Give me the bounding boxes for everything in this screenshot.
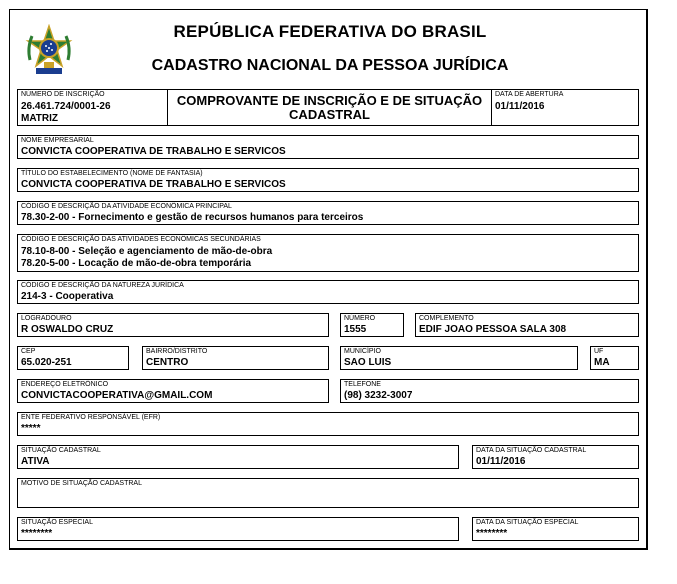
situacao-especial-label: SITUAÇÃO ESPECIAL (21, 519, 93, 526)
fantasia-box (17, 168, 639, 192)
telefone-value: (98) 3232-3007 (344, 390, 413, 401)
data-situacao-especial-value: ******** (476, 528, 508, 539)
natureza-juridica-value: 214-3 - Cooperativa (21, 291, 114, 302)
header-subtitle: CADASTRO NACIONAL DA PESSOA JURÍDICA (151, 57, 509, 74)
bairro-label: BAIRRO/DISTRITO (146, 348, 208, 355)
natureza-juridica-label: CÓDIGO E DESCRIÇÃO DA NATUREZA JURÍDICA (21, 282, 184, 289)
efr-label: ENTE FEDERATIVO RESPONSÁVEL (EFR) (21, 414, 161, 421)
numero-label: NÚMERO (344, 315, 376, 322)
uf-box (590, 346, 639, 370)
data-situacao-especial-box (472, 517, 639, 541)
nome-empresarial-label: NOME EMPRESARIAL (21, 137, 94, 144)
complemento-label: COMPLEMENTO (419, 315, 474, 322)
inscricao-type: MATRIZ (21, 113, 59, 124)
atividade-principal-box (17, 201, 639, 225)
data-situacao-label: DATA DA SITUAÇÃO CADASTRAL (476, 447, 587, 454)
logradouro-box (17, 313, 329, 337)
complemento-value: EDIF JOAO PESSOA SALA 308 (419, 324, 567, 335)
efr-box (17, 412, 639, 436)
municipio-value: SAO LUIS (344, 357, 392, 368)
motivo-box (17, 478, 639, 508)
data-situacao-especial-label: DATA DA SITUAÇÃO ESPECIAL (476, 519, 579, 526)
fantasia-value: CONVICTA COOPERATIVA DE TRABALHO E SERVICOS (21, 179, 286, 190)
inscricao-label: NÚMERO DE INSCRIÇÃO (21, 91, 105, 98)
bairro-value: CENTRO (146, 357, 189, 368)
cep-label: CEP (21, 348, 36, 355)
atividade-secundaria-item: 78.10-8-00 - Seleção e agenciamento de mão-de-obra (21, 246, 273, 257)
atividades-secundarias-label: CÓDIGO E DESCRIÇÃO DAS ATIVIDADES ECONÔMICAS SECUNDÁRIAS (21, 236, 261, 243)
inscricao-number: 26.461.724/0001-26 (21, 101, 111, 112)
situacao-especial-box (17, 517, 459, 541)
nome-empresarial-box (17, 135, 639, 159)
abertura-value: 01/11/2016 (495, 101, 545, 112)
uf-label: UF (594, 348, 604, 355)
telefone-label: TELEFONE (344, 381, 381, 388)
abertura-box (491, 89, 639, 126)
numero-box (340, 313, 404, 337)
comprovante-line1: COMPROVANTE DE INSCRIÇÃO E DE SITUAÇÃO (176, 93, 483, 108)
comprovante-title (168, 94, 491, 122)
motivo-label: MOTIVO DE SITUAÇÃO CADASTRAL (21, 480, 142, 487)
fantasia-label: TÍTULO DO ESTABELECIMENTO (NOME DE FANTASIA) (21, 170, 203, 177)
logradouro-label: LOGRADOURO (21, 315, 72, 322)
bairro-box (142, 346, 329, 370)
uf-value: MA (594, 357, 610, 368)
email-box (17, 379, 329, 403)
numero-value: 1555 (344, 324, 367, 335)
data-situacao-box (472, 445, 639, 469)
email-value: CONVICTACOOPERATIVA@GMAIL.COM (21, 390, 213, 401)
telefone-box (340, 379, 639, 403)
situacao-especial-value: ******** (21, 528, 53, 539)
natureza-juridica-box (17, 280, 639, 304)
comprovante-box (167, 89, 492, 126)
comprovante-line2: CADASTRAL (289, 107, 370, 122)
brazil-coat-of-arms-icon (24, 24, 74, 78)
cep-box (17, 346, 129, 370)
situacao-box (17, 445, 459, 469)
nome-empresarial-value: CONVICTA COOPERATIVA DE TRABALHO E SERVICOS (21, 146, 286, 157)
atividades-secundarias-box (17, 234, 639, 272)
municipio-label: MUNICÍPIO (344, 348, 381, 355)
inscricao-box (17, 89, 168, 126)
cnpj-document (9, 9, 648, 550)
email-label: ENDEREÇO ELETRÔNICO (21, 381, 109, 388)
atividade-principal-value: 78.30-2-00 - Fornecimento e gestão de recursos humanos para terceiros (21, 212, 364, 223)
abertura-label: DATA DE ABERTURA (495, 91, 564, 98)
efr-value: ***** (21, 423, 41, 434)
cep-value: 65.020-251 (21, 357, 72, 368)
complemento-box (415, 313, 639, 337)
situacao-label: SITUAÇÃO CADASTRAL (21, 447, 101, 454)
atividade-secundaria-item: 78.20-5-00 - Locação de mão-de-obra temporária (21, 258, 252, 269)
data-situacao-value: 01/11/2016 (476, 456, 526, 467)
municipio-box (340, 346, 578, 370)
atividade-principal-label: CÓDIGO E DESCRIÇÃO DA ATIVIDADE ECONÔMICA PRINCIPAL (21, 203, 232, 210)
situacao-value: ATIVA (21, 456, 50, 467)
logradouro-value: R OSWALDO CRUZ (21, 324, 114, 335)
header-title: REPÚBLICA FEDERATIVA DO BRASIL (173, 22, 487, 41)
